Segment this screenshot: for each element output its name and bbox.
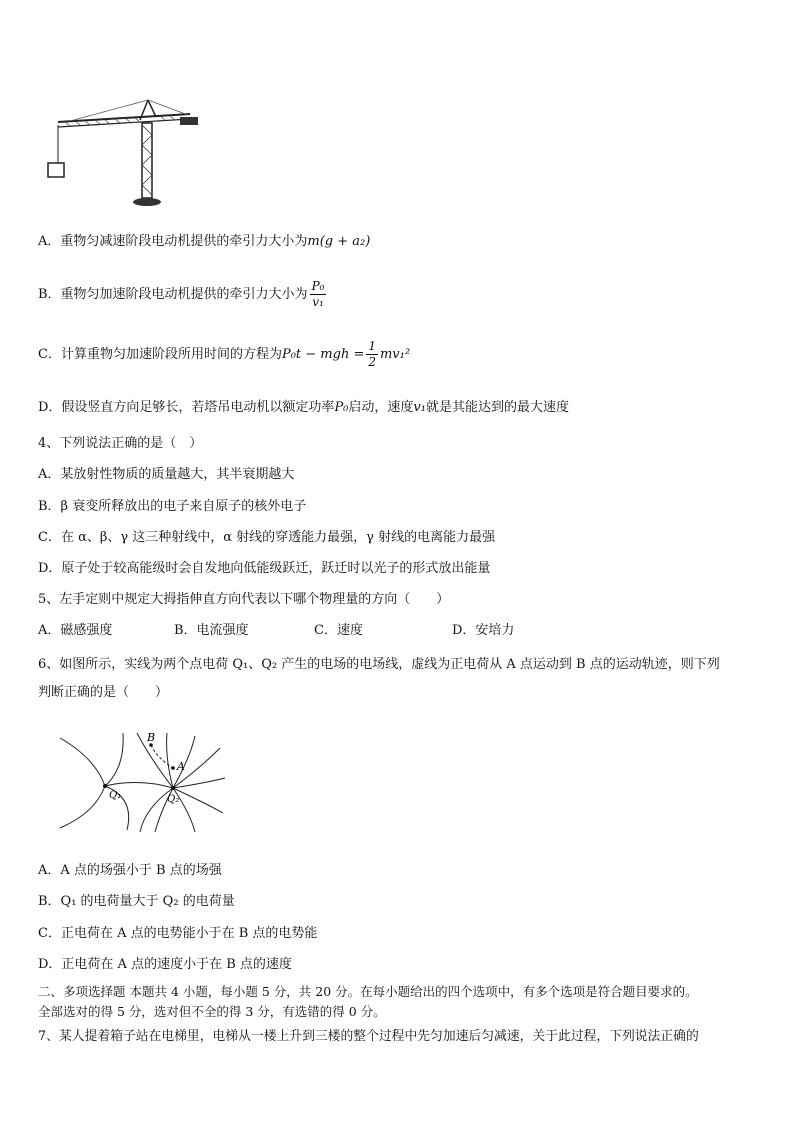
figure-label-q1: Q₁ xyxy=(109,790,122,801)
section2-instructions-line-2: 全部选对的得 5 分，选对但不全的得 3 分，有选错的得 0 分。 xyxy=(38,1004,386,1019)
q6-stem-line-1: 6、如图所示，实线为两个点电荷 Q₁、Q₂ 产生的电场的电场线，虚线为正电荷从 A 点运动到 B 点的运动轨迹，则下列 xyxy=(38,657,720,672)
q3-option-b-text: B．重物匀加速阶段电动机提供的牵引力大小为 xyxy=(38,287,308,302)
figure-label-b: B xyxy=(147,731,156,744)
q5-stem: 5、左手定则中规定大拇指伸直方向代表以下哪个物理量的方向（ ） xyxy=(38,592,450,607)
q7-stem: 7、某人提着箱子站在电梯里，电梯从一楼上升到三楼的整个过程中先匀加速后匀减速，关于此过程，下列说法正确的 xyxy=(38,1029,699,1044)
figure-label-q2: Q₂ xyxy=(167,794,180,805)
fraction-denominator: v₁ xyxy=(312,295,324,309)
q3-option-b xyxy=(38,276,328,314)
q3-option-d-text-3: 就是其能达到的最大速度 xyxy=(425,400,569,415)
q3-option-a-text: A．重物匀减速阶段电动机提供的牵引力大小为 xyxy=(38,234,308,249)
fraction-numerator: 1 xyxy=(368,339,376,353)
q3-option-c-text: C．计算重物匀加速阶段所用时间的方程为 xyxy=(38,347,282,362)
q6-option-c: C．正电荷在 A 点的电势能小于在 B 点的电势能 xyxy=(38,926,318,941)
q3-option-d-text-2: 启动，速度 xyxy=(348,400,414,415)
q3-option-c-formula-left: P₀t − mgh = xyxy=(281,347,365,362)
tower-crane-figure xyxy=(40,95,210,210)
q3-option-c xyxy=(38,336,410,374)
q5-option-c: C．速度 xyxy=(314,623,363,638)
electric-field-figure xyxy=(55,728,230,833)
q4-option-d: D．原子处于较高能级时会自发地向低能级跃迁，跃迁时以光子的形式放出能量 xyxy=(38,561,491,576)
q3-option-d xyxy=(38,398,569,418)
fraction-numerator: P₀ xyxy=(311,279,325,293)
section2-instructions-line-1: 二、多项选择题 本题共 4 小题，每小题 5 分，共 20 分。在每小题给出的四个选项中，有多个选项是符合题目要求的。 xyxy=(38,984,698,999)
q3-option-c-fraction xyxy=(366,339,378,370)
q3-option-a-formula: m(g + a₂) xyxy=(307,234,371,249)
q5-option-b: B．电流强度 xyxy=(174,623,249,638)
q3-option-d-text-1: D．假设竖直方向足够长，若塔吊电动机以额定功率 xyxy=(38,400,335,415)
q4-option-c: C．在 α、β、γ 这三种射线中，α 射线的穿透能力最强，γ 射线的电离能力最强 xyxy=(38,530,496,545)
q5-option-a: A．磁感强度 xyxy=(38,623,113,638)
q6-option-b: B．Q₁ 的电荷量大于 Q₂ 的电荷量 xyxy=(38,894,235,909)
q6-option-a: A．A 点的场强小于 B 点的场强 xyxy=(38,863,222,878)
q4-option-a: A．某放射性物质的质量越大，其半衰期越大 xyxy=(38,467,295,482)
q3-option-b-fraction xyxy=(310,279,327,310)
q3-option-d-formula-1: P₀ xyxy=(334,400,349,415)
q6-option-d: D．正电荷在 A 点的速度小于在 B 点的速度 xyxy=(38,957,292,972)
q4-option-b: B．β 衰变所释放出的电子来自原子的核外电子 xyxy=(38,499,307,514)
q4-stem: 4、下列说法正确的是（ ） xyxy=(38,436,203,451)
q5-option-d: D．安培力 xyxy=(452,623,515,638)
q3-option-d-formula-2: v₁ xyxy=(413,400,426,415)
q6-stem-line-2: 判断正确的是（ ） xyxy=(38,685,169,700)
q3-option-a xyxy=(38,232,370,252)
q3-option-c-formula-right: mv₁² xyxy=(379,347,411,362)
fraction-denominator: 2 xyxy=(368,355,376,369)
figure-label-a: A xyxy=(177,760,185,773)
